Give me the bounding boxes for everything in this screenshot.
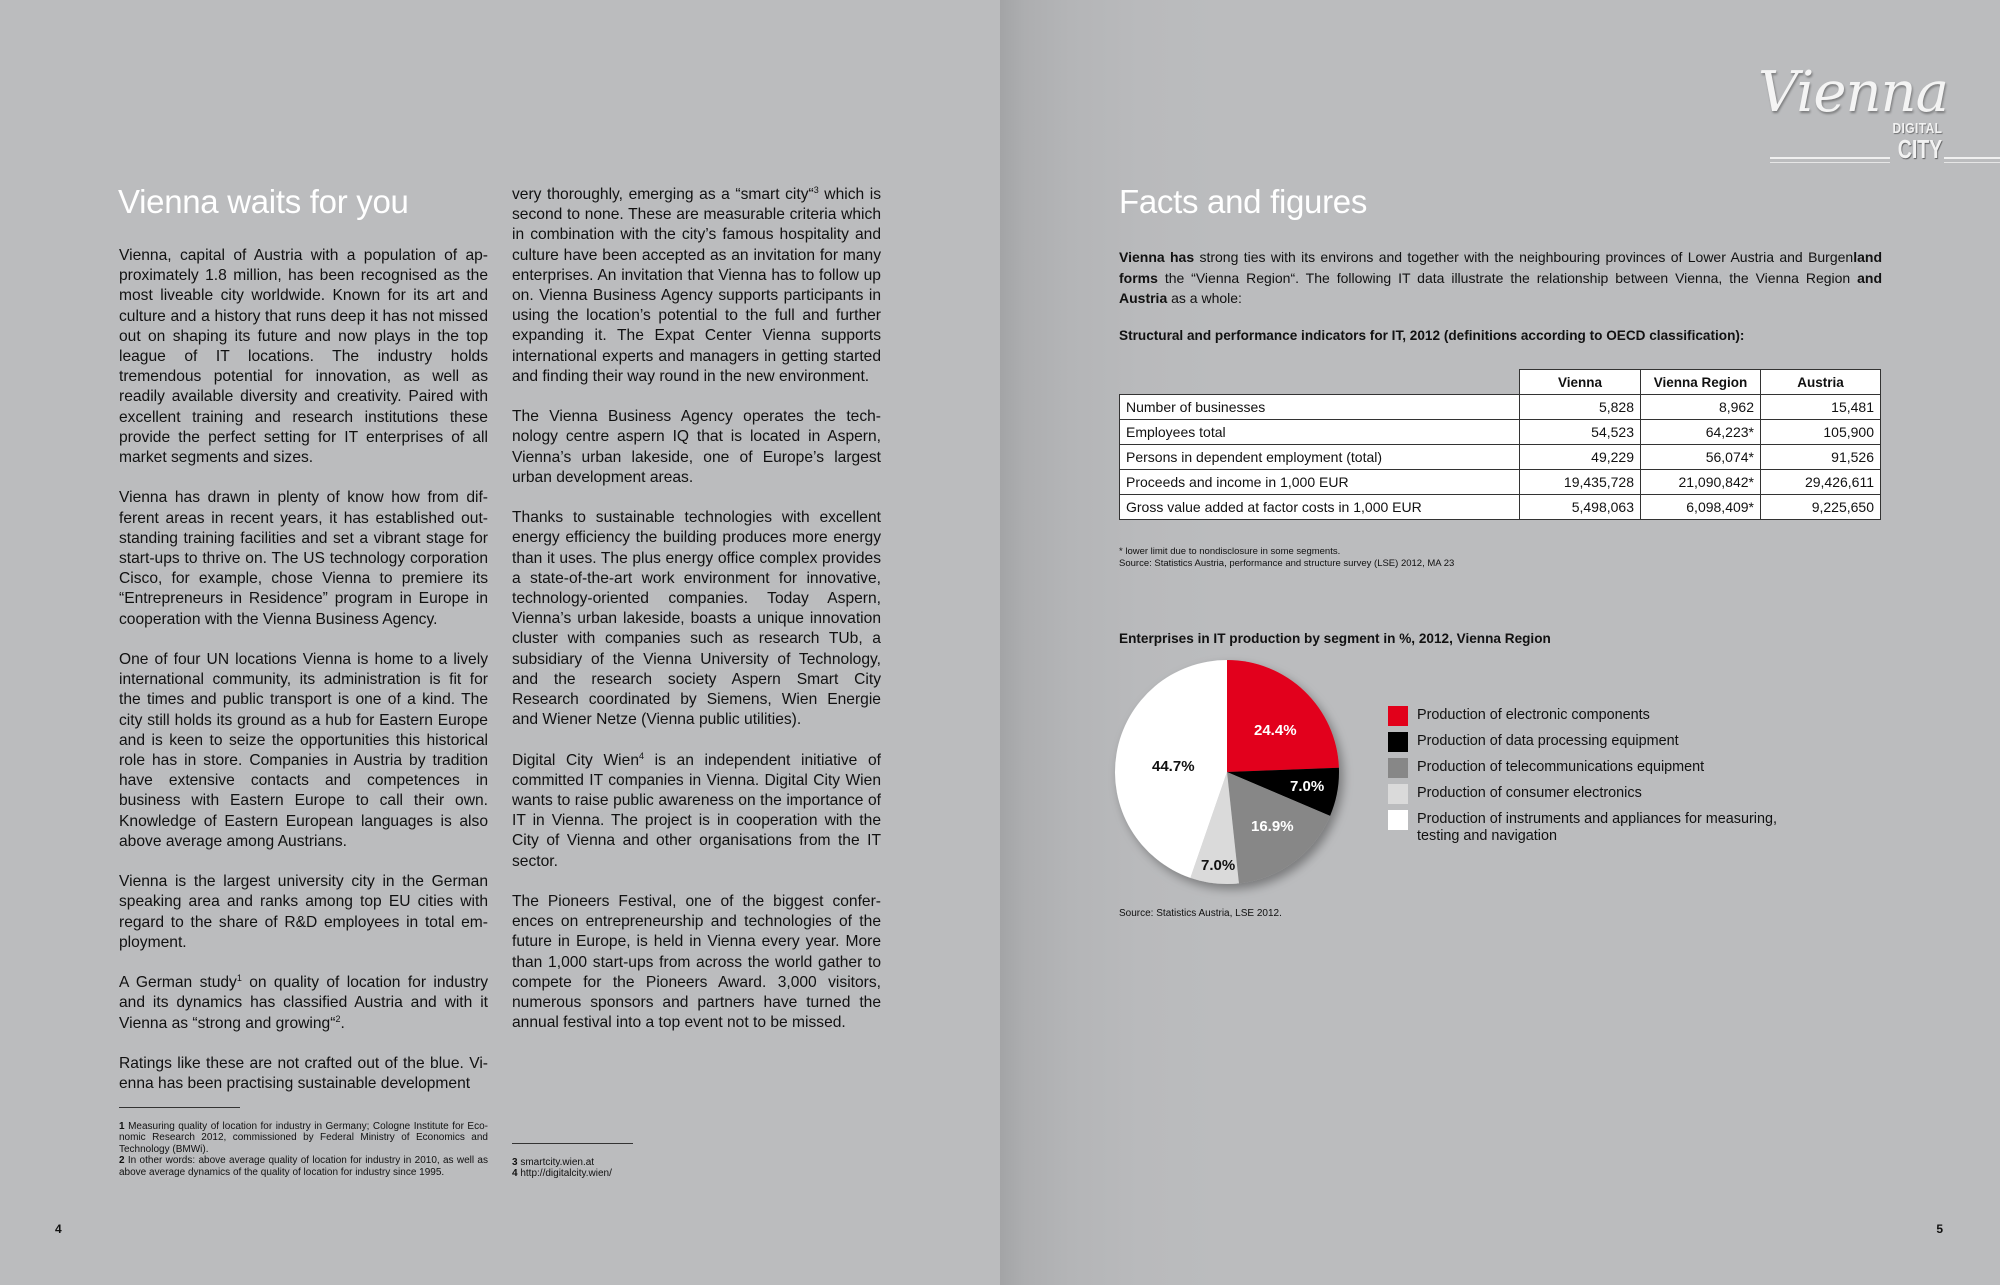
table-header-row — [1120, 370, 1881, 395]
slice-label: 16.9% — [1251, 818, 1294, 835]
cell: 21,090,842* — [1641, 470, 1761, 495]
footnote-text: In other words: above average quality of location for industry in 2010, as well as above average dynamics of the quality of location for industry since 1995. — [119, 1155, 488, 1178]
page-heading-right — [1119, 183, 1367, 221]
legend-label: Production of electronic components — [1417, 707, 1650, 723]
legend-label: Production of telecommunications equipment — [1417, 759, 1705, 775]
cell: 6,098,409* — [1641, 495, 1761, 520]
legend-swatch — [1388, 758, 1408, 778]
table-notes — [1119, 546, 1454, 570]
row-label: Number of businesses — [1120, 395, 1520, 420]
paragraph: The Pioneers Festival, one of the biggest conferences on entrepreneurship and technologies of the future in Europe, is held in Vienna every year. More than 1,000 start-ups from across the world gather to compete for the Pioneers Award. 3,000 visitors, numerous sponsors and partners have turned the annual festival into a top event not to be missed. — [512, 893, 881, 1032]
text: the “Vienna Region“. The following IT data illustrate the relationship between Vienna, the Vienna Region — [1157, 269, 1858, 286]
paragraph: The Vienna Business Agency operates the technology centre aspern IQ that is located in Aspern, Vienna’s urban lakeside, one of Europe’s largest urban development areas. — [512, 408, 881, 486]
text-bold: Vienna has — [1119, 249, 1195, 265]
logo-line — [1944, 162, 2000, 163]
table-header: Vienna — [1520, 370, 1641, 395]
paragraph — [119, 973, 488, 1034]
intro-paragraph — [1119, 247, 1882, 309]
slice-label: 44.7% — [1152, 758, 1195, 775]
table-row — [1120, 495, 1881, 520]
paragraph: Vienna, capital of Austria with a population of approximately 1.8 million, has been recognised as the most liveable city worldwide. Known for its art and culture and a history that runs deep it has not missed out on shaping its future and now plays in the top league of IT locations. The industry holds tremendous potential for innovation, as well as readily available diversity and creativity. Paired with excellent training and research institutions these provide the perfect setting for IT enterprises of all market segments and sizes. — [119, 247, 488, 467]
text-bold: land forms — [1119, 249, 1882, 286]
row-label: Gross value added at factor costs in 1,000 EUR — [1120, 495, 1520, 520]
footnote-ref-1: 1 — [236, 973, 242, 984]
chart-title: Enterprises in IT production by segment in %, 2012, Vienna Region — [1119, 631, 1551, 646]
row-label: Persons in dependent employment (total) — [1120, 445, 1520, 470]
cell: 5,828 — [1520, 395, 1641, 420]
legend-item — [1388, 706, 1807, 726]
text: Digital City Wien — [512, 751, 639, 769]
logo-line — [1770, 157, 1890, 159]
footnote-number: 3 — [512, 1157, 518, 1168]
footnote-number: 4 — [512, 1168, 518, 1180]
row-label: Employees total — [1120, 420, 1520, 445]
text-column-2 — [512, 185, 881, 1054]
text: A German study — [119, 974, 237, 992]
page-number: 5 — [1936, 1222, 1943, 1236]
table-title: Structural and performance indicators for IT, 2012 (definitions according to OECD classification): — [1119, 328, 1745, 343]
table-source: Source: Statistics Austria, performance and structure survey (LSE) 2012, MA 23 — [1119, 558, 1455, 569]
page-number: 4 — [55, 1222, 62, 1236]
slice-label: 7.0% — [1201, 857, 1236, 874]
text: is an independent initiative of committed IT companies in Vienna. Digital City Wien wants to raise public awareness on the importance of IT in Vienna. The project is in cooperation with the City of Vienna and other organisations from the IT sector. — [512, 751, 881, 870]
footnote — [512, 1157, 881, 1168]
table-header: Vienna Region — [1641, 370, 1761, 395]
legend-item — [1388, 758, 1807, 778]
footnote-number: 2 — [119, 1155, 125, 1167]
footnotes-left — [119, 1121, 488, 1178]
logo-line — [1770, 162, 1890, 163]
text: which is second to none. These are measurable criteria which in combination with the city’s famous hospitality and culture have been accepted as an invitation for many enterprises. An invitation that Vienna has to follow up on. Vienna Business Agency supports participants in using the location’s potential to the full and further expanding it. The Expat Center Vienna supports international experts and managers in getting started and finding their way round in the new environment. — [512, 186, 881, 385]
table-row — [1120, 395, 1881, 420]
legend-swatch — [1388, 732, 1408, 752]
cell: 9,225,650 — [1761, 495, 1881, 520]
paragraph: Vienna has drawn in plenty of know how from different areas in recent years, it has established outstanding training facilities and set a vibrant stage for start-ups to thrive on. The US technology corporation Cisco, for example, chose Vienna to premiere its “Entrepreneurs in Residence” program in Europe in cooperation with the Vienna Business Agency. — [119, 489, 488, 628]
footnote-link[interactable]: http://digitalcity.wien/ — [517, 1168, 612, 1180]
table-header-blank — [1120, 370, 1520, 395]
footnote-ref-3: 3 — [813, 185, 819, 195]
indicators-table — [1119, 369, 1881, 520]
paragraph: Ratings like these are not crafted out of the blue. Vienna has been practising sustainable development — [119, 1055, 488, 1093]
table-row — [1120, 445, 1881, 470]
paragraph — [512, 751, 881, 872]
cell: 15,481 — [1761, 395, 1881, 420]
footnote-ref-2: 2 — [335, 1013, 341, 1024]
table-row — [1120, 470, 1881, 495]
slice-label: 7.0% — [1290, 778, 1325, 795]
cell: 19,435,728 — [1520, 470, 1641, 495]
table-header: Austria — [1761, 370, 1881, 395]
paragraph: Vienna is the largest university city in the German speaking area and ranks among top EU cities with regard to the share of R&D employees in total employment. — [119, 873, 488, 951]
legend-swatch — [1388, 706, 1408, 726]
pie-slice — [1227, 660, 1339, 772]
legend-item — [1388, 732, 1807, 752]
paragraph — [512, 185, 881, 387]
logo-line — [1944, 157, 2000, 159]
footnote — [119, 1121, 488, 1155]
table-row — [1120, 420, 1881, 445]
cell: 105,900 — [1761, 420, 1881, 445]
chart-source: Source: Statistics Austria, LSE 2012. — [1119, 908, 1282, 919]
legend-label: Production of instruments and appliances for measuring, testing and navigation — [1417, 811, 1777, 844]
legend-label: Production of data processing equipment — [1417, 733, 1679, 749]
legend-label: Production of consumer electronics — [1417, 785, 1642, 801]
footnote — [119, 1155, 488, 1178]
cell: 8,962 — [1641, 395, 1761, 420]
pie-chart — [1115, 660, 1355, 900]
text: strong ties with its environs and together with the neighbouring provinces of Lower Austria and Burgen — [1194, 249, 1854, 265]
cell: 56,074* — [1641, 445, 1761, 470]
cell: 54,523 — [1520, 420, 1641, 445]
logo-script: Vienna — [1757, 60, 1948, 125]
paragraph: One of four UN locations Vienna is home to a lively international community, its administration is fit for the times and public transport is one of a kind. The city still holds its ground as a hub for Eastern Europe and is keen to seize the opportunities this historical role has in store. Companies in Austria by tradition have extensive contacts and competences in business with Eastern Europe to call their own. Knowledge of Eastern European languages is also above average among Austrians. — [119, 651, 488, 850]
cell: 5,498,063 — [1520, 495, 1641, 520]
heading-rest: and figures — [1198, 183, 1368, 220]
footnote-ref-4: 4 — [639, 750, 645, 761]
legend-item — [1388, 810, 1807, 844]
footnote-divider — [512, 1143, 633, 1144]
right-page — [1000, 0, 2000, 1285]
text-bold: and Austria — [1119, 269, 1882, 306]
table-footnote: * lower limit due to nondisclosure in some segments. — [1119, 546, 1341, 557]
cell: 64,223* — [1641, 420, 1761, 445]
text-column-1 — [119, 246, 488, 1115]
footnote-number: 1 — [119, 1121, 125, 1132]
text: on quality of location for industry and its dynamics has classified Austria and with it Vienna as “strong and growing“ — [119, 974, 488, 1032]
text: very thoroughly, emerging as a “smart city“ — [512, 186, 814, 203]
legend-swatch — [1388, 810, 1408, 830]
row-label: Proceeds and income in 1,000 EUR — [1120, 470, 1520, 495]
cell: 91,526 — [1761, 445, 1881, 470]
logo-city: CITY — [1897, 134, 1942, 164]
text: . — [340, 1014, 345, 1032]
footnote-divider — [119, 1107, 240, 1108]
logo-digital: DIGITAL — [1892, 120, 1942, 137]
footnote — [512, 1168, 881, 1179]
chart-legend — [1388, 706, 1807, 850]
paragraph: Thanks to sustainable technologies with excellent energy efficiency the building produces more energy than it uses. The plus energy office complex provides a state-of-the-art work environment for innovative, technology-oriented companies. Today Aspern, Vienna’s urban lakeside, boasts a unique innovation cluster with companies such as research TUb, a subsidiary of the Vienna University of Technology, and the research society Aspern Smart City Research coordinated by Siemens, Wien Energie and Wiener Netze (Vienna public utilities). — [512, 509, 881, 729]
page-heading-left: Vienna waits for you — [118, 183, 409, 220]
legend-item — [1388, 784, 1807, 804]
cell: 29,426,611 — [1761, 470, 1881, 495]
cell: 49,229 — [1520, 445, 1641, 470]
footnotes-right — [512, 1157, 881, 1180]
heading-bold: Facts — [1119, 183, 1199, 220]
slice-label: 24.4% — [1254, 722, 1297, 739]
legend-swatch — [1388, 784, 1408, 804]
footnote-text: Measuring quality of location for industry in Germany; Cologne Institute for Economic Research 2012, commissioned by Federal Ministry of Economics and Technology (BMWi). — [119, 1121, 488, 1155]
footnote-link[interactable]: smartcity.wien.at — [517, 1157, 595, 1168]
text: as a whole: — [1167, 290, 1242, 306]
vienna-digital-city-logo — [1757, 60, 2000, 170]
